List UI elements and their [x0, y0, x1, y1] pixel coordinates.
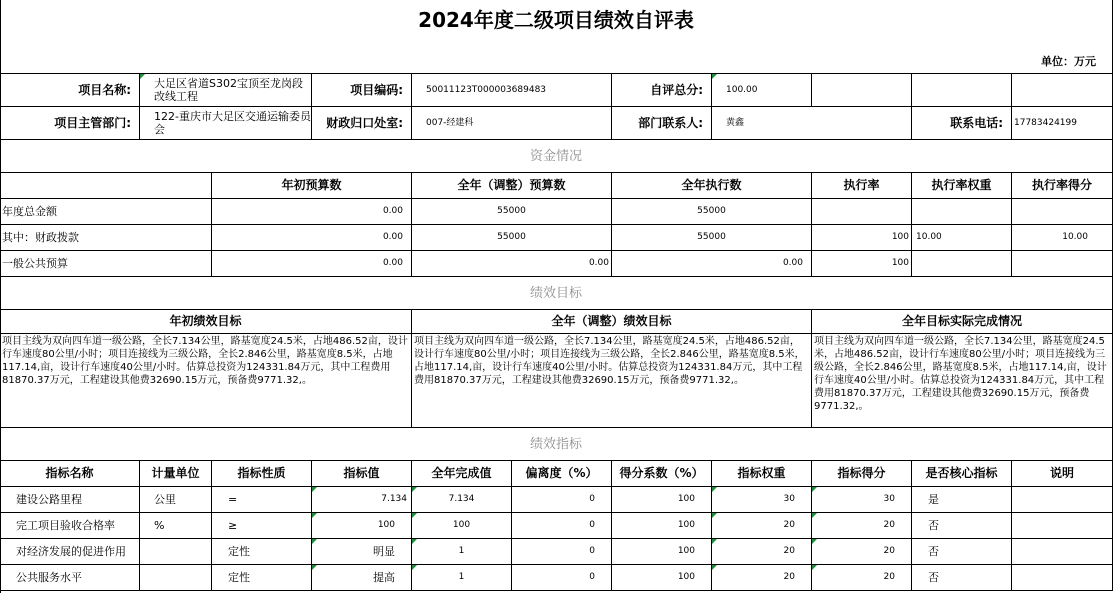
ind-cell-weight: 20 — [712, 539, 812, 565]
ind-cell-weight: 20 — [712, 513, 812, 539]
project-name-value: 大足区省道S302宝顶至龙岗段改线工程 — [140, 74, 312, 107]
funds-cell-weight — [912, 251, 1012, 277]
ind-cell-nature: = — [212, 487, 312, 513]
ind-cell-value: 7.134 — [312, 487, 412, 513]
ind-cell-nature: 定性 — [212, 565, 312, 591]
ind-cell-name: 公共服务水平 — [0, 565, 140, 591]
funds-cell-score — [1012, 199, 1113, 225]
contact-label: 部门联系人: — [612, 107, 712, 140]
funds-row-label: 其中：财政拨款 — [0, 225, 212, 251]
goals-header-actual: 全年目标实际完成情况 — [812, 310, 1113, 334]
ind-cell-name: 完工项目验收合格率 — [0, 513, 140, 539]
ind-cell-coef: 100 — [612, 565, 712, 591]
dept-label: 项目主管部门: — [0, 107, 140, 140]
goals-section-title: 绩效目标 — [0, 277, 1113, 310]
ind-cell-unit: 公里 — [140, 487, 212, 513]
unit-label: 单位：万元 — [1041, 55, 1096, 68]
ind-cell-note — [1012, 513, 1113, 539]
ind-cell-weight: 20 — [712, 565, 812, 591]
ind-cell-weight: 30 — [712, 487, 812, 513]
ind-cell-dev: 0 — [512, 539, 612, 565]
funds-cell-initial: 0.00 — [212, 251, 412, 277]
ind-header-value: 指标值 — [312, 461, 412, 487]
ind-cell-unit — [140, 565, 212, 591]
funds-header-blank — [0, 173, 212, 199]
goals-header-adjusted: 全年（调整）绩效目标 — [412, 310, 812, 334]
self-score-label: 自评总分: — [612, 74, 712, 107]
blank-cell — [1012, 74, 1113, 107]
ind-cell-value: 明显 — [312, 539, 412, 565]
ind-cell-unit: % — [140, 513, 212, 539]
page-title — [0, 0, 1113, 74]
ind-cell-score: 30 — [812, 487, 912, 513]
dept-value: 122-重庆市大足区交通运输委员会 — [140, 107, 312, 140]
funds-cell-rate — [812, 199, 912, 225]
ind-header-unit: 计量单位 — [140, 461, 212, 487]
ind-cell-coef: 100 — [612, 513, 712, 539]
goal-text-adjusted: 项目主线为双向四车道一级公路，全长7.134公里，路基宽度24.5米，占地486.52亩，设计行车速度80公里/小时；项目连接线为三级公路，全长2.846公里，路基宽度8.5米，占地117.14,亩，设计行车速度40公里/小时。估算总投资为124331.84万元，其中工程费用81870.37万元，工程建设其他费32690.15万元，预备费9771.32,。 — [412, 334, 812, 428]
project-name-label: 项目名称: — [0, 74, 140, 107]
funds-cell-rate: 100 — [812, 225, 912, 251]
blank-cell — [812, 74, 912, 107]
funds-cell-score — [1012, 251, 1113, 277]
ind-header-coef: 得分系数（%） — [612, 461, 712, 487]
ind-header-name: 指标名称 — [0, 461, 140, 487]
contact-value: 黄鑫 — [712, 107, 912, 140]
ind-cell-nature: 定性 — [212, 539, 312, 565]
ind-cell-done: 1 — [412, 539, 512, 565]
funds-cell-weight — [912, 199, 1012, 225]
funds-cell-executed: 55000 — [612, 225, 812, 251]
funds-row-label: 一般公共预算 — [0, 251, 212, 277]
ind-cell-note — [1012, 565, 1113, 591]
ind-header-nature: 指标性质 — [212, 461, 312, 487]
funds-cell-executed: 55000 — [612, 199, 812, 225]
phone-label: 联系电话: — [912, 107, 1012, 140]
ind-cell-score: 20 — [812, 539, 912, 565]
goal-text-initial: 项目主线为双向四车道一级公路，全长7.134公里，路基宽度24.5米，占地486.52亩，设计行车速度80公里/小时；项目连接线为三级公路，全长2.846公里，路基宽度8.5米，占地117.14,亩，设计行车速度40公里/小时。估算总投资为124331.84万元，其中工程费用81870.37万元，工程建设其他费32690.15万元，预备费9771.32,。 — [0, 334, 412, 428]
funds-cell-executed: 0.00 — [612, 251, 812, 277]
goal-text-actual: 项目主线为双向四车道一级公路，全长7.134公里，路基宽度24.5米，占地486.52亩，设计行车速度80公里/小时；项目连接线为三级公路，全长2.846公里，路基宽度8.5米，占地117.14,亩，设计行车速度40公里/小时。估算总投资为124331.84万元，其中工程费用81870.37万元，工程建设其他费32690.15万元，预备费9771.32,。 — [812, 334, 1113, 428]
ind-header-note: 说明 — [1012, 461, 1113, 487]
funds-header-weight: 执行率权重 — [912, 173, 1012, 199]
project-code-value: 50011123T000003689483 — [412, 74, 612, 107]
ind-cell-dev: 0 — [512, 565, 612, 591]
self-score-value: 100.00 — [712, 74, 812, 107]
funds-header-rate: 执行率 — [812, 173, 912, 199]
funds-row-label: 年度总金额 — [0, 199, 212, 225]
ind-cell-name: 建设公路里程 — [0, 487, 140, 513]
funds-cell-rate: 100 — [812, 251, 912, 277]
ind-cell-value: 100 — [312, 513, 412, 539]
funds-cell-score: 10.00 — [1012, 225, 1113, 251]
project-code-label: 项目编码: — [312, 74, 412, 107]
ind-cell-unit — [140, 539, 212, 565]
ind-cell-name: 对经济发展的促进作用 — [0, 539, 140, 565]
indicators-section-title: 绩效指标 — [0, 428, 1113, 461]
finance-value: 007-经建科 — [412, 107, 612, 140]
funds-header-score: 执行率得分 — [1012, 173, 1113, 199]
blank-cell — [912, 74, 1012, 107]
ind-cell-score: 20 — [812, 513, 912, 539]
finance-label: 财政归口处室: — [312, 107, 412, 140]
ind-header-weight: 指标权重 — [712, 461, 812, 487]
funds-section-title: 资金情况 — [0, 140, 1113, 173]
phone-value: 17783424199 — [1012, 107, 1113, 140]
ind-cell-done: 1 — [412, 565, 512, 591]
ind-cell-core: 否 — [912, 513, 1012, 539]
ind-header-dev: 偏离度（%） — [512, 461, 612, 487]
funds-cell-adjusted: 55000 — [412, 199, 612, 225]
funds-header-initial: 年初预算数 — [212, 173, 412, 199]
ind-header-core: 是否核心指标 — [912, 461, 1012, 487]
ind-cell-core: 是 — [912, 487, 1012, 513]
goals-header-initial: 年初绩效目标 — [0, 310, 412, 334]
funds-cell-initial: 0.00 — [212, 199, 412, 225]
ind-cell-dev: 0 — [512, 487, 612, 513]
funds-cell-weight: 10.00 — [912, 225, 1012, 251]
ind-cell-core: 否 — [912, 539, 1012, 565]
ind-header-score: 指标得分 — [812, 461, 912, 487]
funds-cell-initial: 0.00 — [212, 225, 412, 251]
funds-cell-adjusted: 0.00 — [412, 251, 612, 277]
ind-cell-nature: ≥ — [212, 513, 312, 539]
ind-cell-coef: 100 — [612, 539, 712, 565]
ind-cell-note — [1012, 539, 1113, 565]
ind-header-done: 全年完成值 — [412, 461, 512, 487]
ind-cell-score: 20 — [812, 565, 912, 591]
ind-cell-done: 100 — [412, 513, 512, 539]
ind-cell-core: 否 — [912, 565, 1012, 591]
ind-cell-note — [1012, 487, 1113, 513]
ind-cell-coef: 100 — [612, 487, 712, 513]
ind-cell-done: 7.134 — [412, 487, 512, 513]
funds-header-executed: 全年执行数 — [612, 173, 812, 199]
ind-cell-dev: 0 — [512, 513, 612, 539]
funds-header-adjusted: 全年（调整）预算数 — [412, 173, 612, 199]
title-text: 2024年度二级项目绩效自评表 — [418, 8, 694, 32]
funds-cell-adjusted: 55000 — [412, 225, 612, 251]
ind-cell-value: 提高 — [312, 565, 412, 591]
